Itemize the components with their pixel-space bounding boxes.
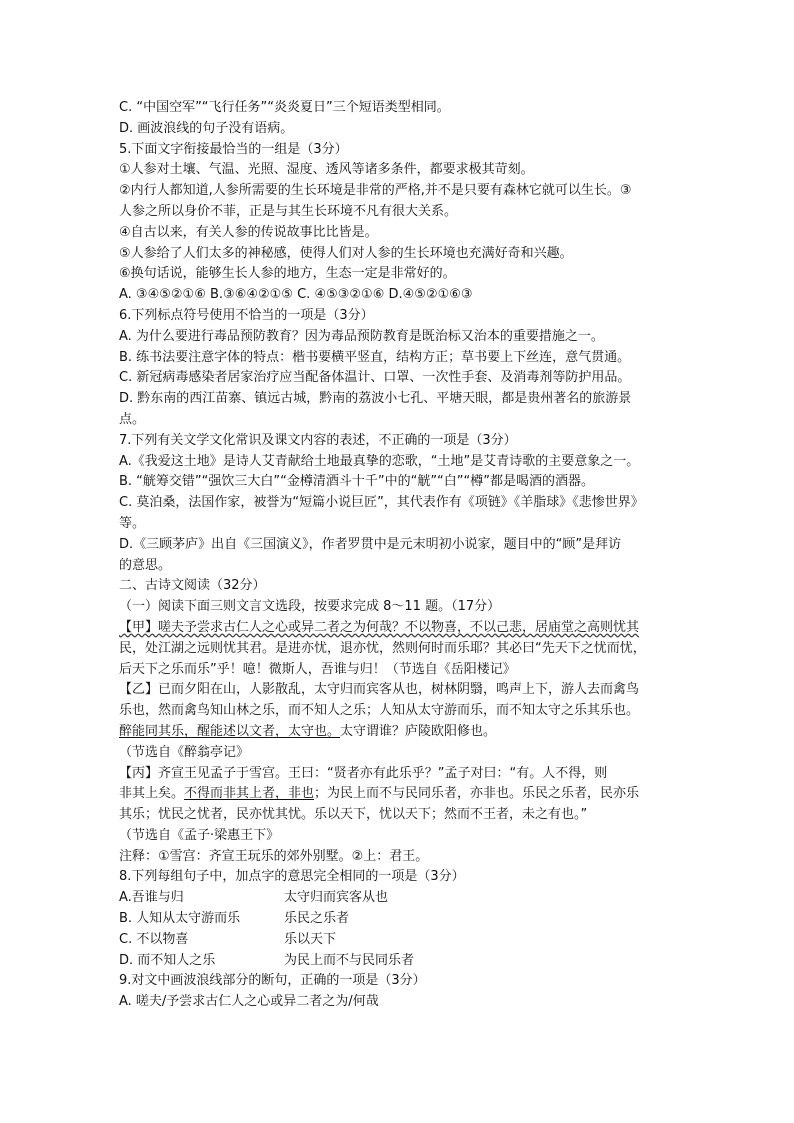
q7-option-c-line1: C. 莫泊桑，法国作家，被誉为“短篇小说巨匠”，其代表作有《项链》《羊脂球》《悲惨世界》 [119,495,644,511]
q9-option-a: A. 嗟夫/予尝求古仁人之心或异二者之为/何哉 [119,994,379,1010]
q8-option-a-left: A.吾谁与归 [119,890,184,906]
q8-option-a-right: 太守归而宾客从也 [284,890,389,906]
q6-option-d-line2: 点。 [119,411,146,427]
passage-bing-source: （节选自《孟子·梁惠王下》 [119,827,280,843]
passage-bing-line2 [119,784,679,805]
q4-option-d: D. 画波浪线的句子没有语病。 [119,120,294,136]
annotation-note: 注释：①雪宫：齐宣王玩乐的郊外别墅。②上：君王。 [119,848,429,864]
q5-sentence-4: ④自古以来，有关人参的传说故事比比皆是。 [119,224,378,240]
yi-line3-rest: 太守谓谁？庐陵欧阳修也。 [340,723,497,739]
q4-option-c: C. “中国空军”“飞行任务”“炎炎夏日”三个短语类型相同。 [119,100,450,115]
q8-option-d-left: D. 而不知人之乐 [119,952,216,968]
section-2-1-instructions: （一）阅读下面三则文言文选段，按要求完成 8～11 题。（17分） [119,599,501,615]
q5-sentence-2-line1: ②内行人都知道,人参所需要的生长环境是非常的严格,并不是只要有森林它就可以生长。③ [119,183,632,199]
q9-stem: 9.对文中画波浪线部分的断句，正确的一项是（3分） [119,973,426,989]
q6-option-b: B. 练书法要注意字体的特点：楷书要横平竖直，结构方正；草书要上下丝连，意气贯通。 [119,349,631,365]
q5-sentence-6: ⑥换句话说，能够生长人参的地方，生态一定是非常好的。 [119,266,456,282]
q6-stem: 6.下列标点符号使用不恰当的一项是（3分） [119,307,374,323]
q8-option-c [119,930,679,951]
bing-line2-pre: 非其上矣。 [119,786,185,802]
q5-stem: 5.下面文字衔接最恰当的一组是（3分） [119,141,348,157]
passage-jia-line2: 民，处江湖之远则忧其君。是进亦忧，退亦忧，然则何时而乐耶？其必曰“先天下之忧而忧， [119,640,646,656]
q7-option-d-line1: D.《三顾茅庐》出自《三国演义》，作者罗贯中是元末明初小说家，题目中的“顾”是拜访 [119,536,622,552]
q8-option-b-right: 乐民之乐者 [284,911,350,927]
q7-stem: 7.下列有关文学文化常识及课文内容的表述，不正确的一项是（3分） [119,432,517,448]
q8-stem: 8.下列每组句子中，加点字的意思完全相同的一项是（3分） [119,869,465,885]
yi-underlined-sentence: 醉能同其乐，醒能述以文者，太守也。 [119,723,341,739]
q5-sentence-5: ⑤人参给了人们太多的神秘感，使得人们对人参的生长环境也充满好奇和兴趣。 [119,245,573,261]
passage-bing-line1: 【丙】齐宣王见孟子于雪宫。王曰：“贤者亦有此乐乎？”孟子对曰：“有。人不得，则 [119,765,608,781]
q5-sentence-1: ①人参对土壤、气温、光照、湿度、透风等诸多条件，都要求极其苛刻。 [119,162,534,178]
q8-option-c-right: 乐以天下 [284,931,337,947]
bing-line2-rest: ；为民上而不与民同乐者，亦非也。乐民之乐者，民亦乐 [314,786,640,802]
q5-sentence-2-line2: 人参之所以身价不菲，正是与其生长环境不凡有很大关系。 [119,203,458,219]
q8-option-a [119,888,679,909]
q8-option-d [119,951,679,972]
passage-yi-line3 [119,722,679,743]
q5-options: A. ③④⑤②①⑥ B.③⑥④②①⑤ C. ④⑤③②①⑥ D.④⑤②①⑥③ [119,287,473,303]
passage-bing-line3: 其乐；忧民之忧者，民亦忧其忧。乐以天下，忧以天下；然而不王者，未之有也。” [119,807,588,823]
passage-yi-source: （节选自《醉翁亭记》 [119,744,250,760]
passage-yi-line2: 乐也，然而禽鸟知山林之乐，而不知人之乐；人知从太守游而乐，而不知太守之乐其乐也。 [119,703,640,719]
passage-jia-line3: 后天下之乐而乐”乎！噫！微斯人，吾谁与归！（节选自《岳阳楼记》 [119,661,516,677]
q8-option-c-left: C. 不以物喜 [119,931,189,947]
passage-jia-line1 [119,618,679,639]
q7-option-b: B. “觥筹交错”“强饮三大白”“金樽清酒斗十千”中的“觥”“白”“樽”都是喝酒的酒器。 [119,474,595,490]
section-2-heading: 二、古诗文阅读（32分） [119,578,266,594]
bing-underlined-sentence: 不得而非其上者，非也 [184,786,315,802]
exam-page [119,98,679,1013]
q6-option-d-line1: D. 黔东南的西江苗寨、镇远古城，黔南的荔波小七孔、平塘天眼，都是贵州著名的旅游景 [119,391,632,407]
q6-option-a: A. 为什么要进行毒品预防教育？因为毒品预防教育是既治标又治本的重要措施之一。 [119,328,604,344]
q8-option-b [119,909,679,930]
jia-wavy-text: 【甲】嗟夫予尝求古仁人之心或异二者之为何哉？不以物喜，不以己悲，居庙堂之高则忧其 [119,619,640,635]
passage-yi-line1: 【乙】已而夕阳在山，人影散乱，太守归而宾客从也，树林阴翳，鸣声上下，游人去而禽鸟 [119,682,640,698]
q7-option-c-line2: 等。 [119,515,146,531]
q8-option-b-left: B. 人知从太守游而乐 [119,911,241,927]
q8-option-d-right: 为民上而不与民同乐者 [284,952,415,968]
q7-option-a: A.《我爱这土地》是诗人艾青献给土地最真挚的恋歌，“土地”是艾青诗歌的主要意象之一。 [119,453,640,469]
q7-option-d-line2: 的意思。 [119,557,172,573]
q6-option-c: C. 新冠病毒感染者居家治疗应当配备体温计、口罩、一次性手套、及消毒剂等防护用品。 [119,370,631,386]
